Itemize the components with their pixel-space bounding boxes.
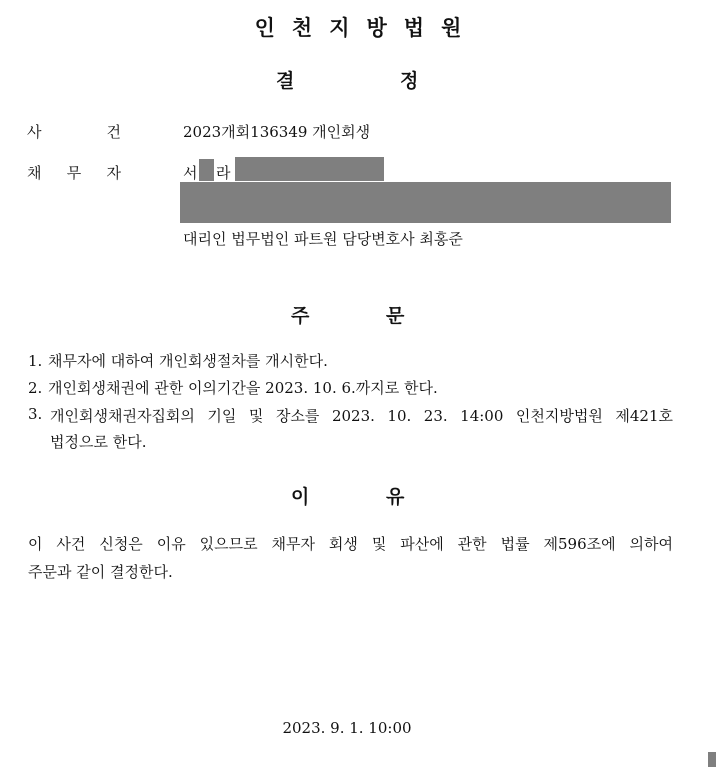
debtor-name-last: 라 [216, 164, 231, 182]
reason-heading-left: 이 [291, 486, 310, 508]
order-item [28, 405, 673, 426]
case-label-char-2: 건 [106, 123, 121, 141]
debtor-label-char-1: 채 [27, 164, 42, 182]
order-heading-right: 문 [386, 305, 405, 327]
order-item-continuation: 법정으로 한다. [50, 433, 147, 451]
debtor-label [27, 162, 121, 183]
case-label-char-1: 사 [27, 123, 42, 141]
doc-title-right: 정 [400, 70, 419, 92]
debtor-name-first: 서 [183, 164, 198, 182]
order-item [28, 350, 328, 371]
order-item-text: 개인회생채권자집회의 기일 및 장소를 2023. 10. 23. 14:00 인천지방법원 제421호 [50, 407, 673, 425]
order-item-number: 3. [28, 405, 43, 423]
redaction-block [199, 159, 214, 181]
debtor-attorney: 대리인 법무법인 파트원 담당변호사 최홍준 [183, 230, 463, 248]
case-value: 2023개회136349 개인회생 [183, 123, 371, 141]
doc-title-left: 결 [276, 70, 295, 92]
corner-mark [708, 752, 716, 767]
debtor-label-char-3: 자 [106, 164, 121, 182]
court-name: 인천지방법원 [254, 16, 479, 40]
order-item [28, 377, 438, 398]
redaction-block [235, 157, 384, 181]
order-item-text: 개인회생채권에 관한 이의기간을 2023. 10. 6.까지로 한다. [48, 379, 438, 397]
order-item-number: 2. [28, 379, 43, 397]
order-item-text: 채무자에 대하여 개인회생절차를 개시한다. [48, 352, 328, 370]
case-label [27, 121, 121, 142]
reason-line-2: 주문과 같이 결정한다. [28, 563, 173, 581]
debtor-label-char-2: 무 [66, 164, 82, 182]
redaction-block [180, 182, 671, 223]
reason-heading-right: 유 [386, 486, 405, 508]
reason-line-1: 이 사건 신청은 이유 있으므로 채무자 회생 및 파산에 관한 법률 제596조에 의하여 [28, 535, 673, 553]
decision-date: 2023. 9. 1. 10:00 [282, 719, 412, 737]
order-item-number: 1. [28, 352, 43, 370]
order-heading-left: 주 [291, 305, 310, 327]
